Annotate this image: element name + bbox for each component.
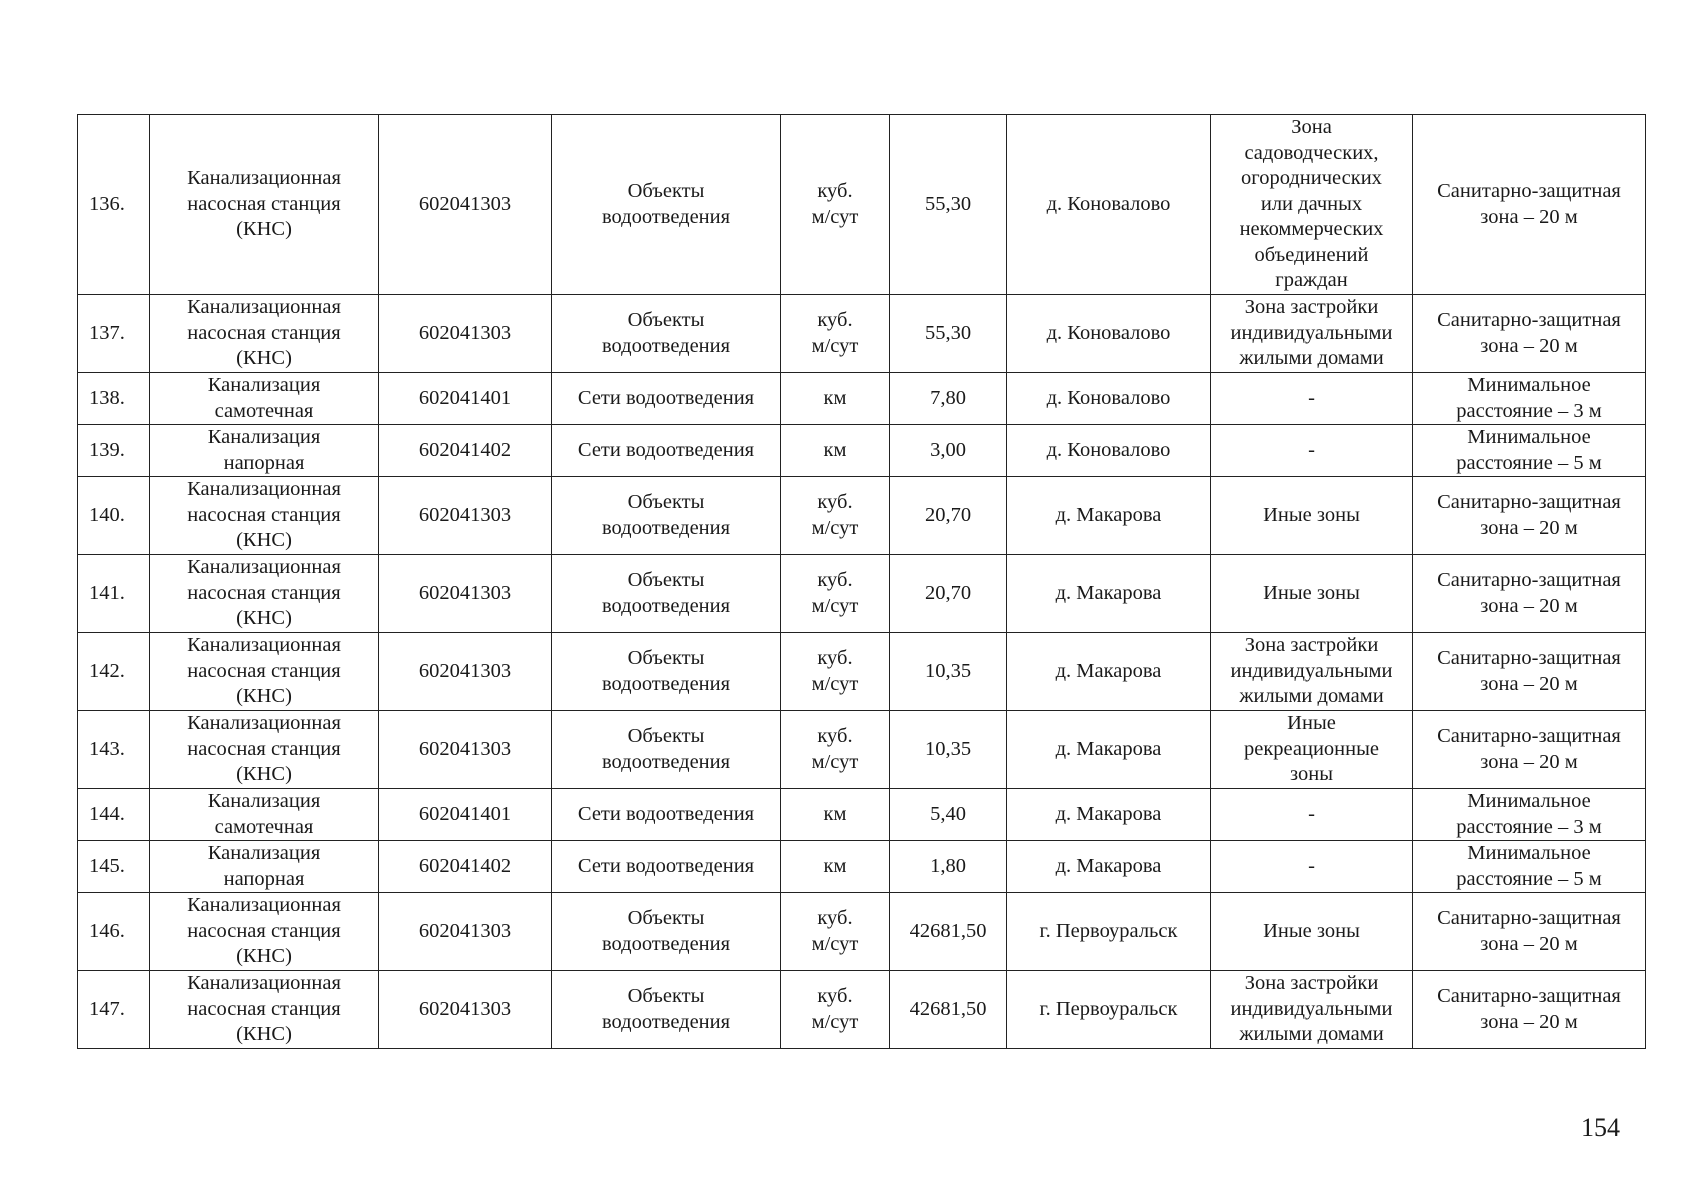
cell-object-name: Канализация самотечная bbox=[150, 373, 379, 425]
cell-row-number: 136. bbox=[78, 115, 150, 295]
cell-object-name: Канализация самотечная bbox=[150, 789, 379, 841]
cell-unit: км bbox=[781, 425, 890, 477]
cell-object-name: Канализация напорная bbox=[150, 425, 379, 477]
cell-location: д. Макарова bbox=[1007, 789, 1211, 841]
cell-object-name: Канализационная насосная станция (КНС) bbox=[150, 477, 379, 555]
cell-object-type: Объекты водоотведения bbox=[552, 893, 781, 971]
cell-zone: Иные зоны bbox=[1211, 893, 1413, 971]
cell-zone: Иные зоны bbox=[1211, 477, 1413, 555]
table-row bbox=[78, 373, 1646, 425]
cell-restriction: Санитарно-защитная зона – 20 м bbox=[1413, 971, 1646, 1049]
table-row bbox=[78, 711, 1646, 789]
cell-zone: Зона застройки индивидуальными жилыми домами bbox=[1211, 633, 1413, 711]
cell-row-number: 141. bbox=[78, 555, 150, 633]
cell-restriction: Санитарно-защитная зона – 20 м bbox=[1413, 633, 1646, 711]
cell-zone: - bbox=[1211, 373, 1413, 425]
cell-restriction: Минимальное расстояние – 3 м bbox=[1413, 789, 1646, 841]
table-row bbox=[78, 425, 1646, 477]
cell-value: 42681,50 bbox=[890, 893, 1007, 971]
cell-location: д. Макарова bbox=[1007, 555, 1211, 633]
cell-restriction: Санитарно-защитная зона – 20 м bbox=[1413, 711, 1646, 789]
cell-zone: Иные рекреационные зоны bbox=[1211, 711, 1413, 789]
cell-value: 55,30 bbox=[890, 115, 1007, 295]
cell-object-code: 602041303 bbox=[379, 555, 552, 633]
cell-value: 7,80 bbox=[890, 373, 1007, 425]
cell-unit: км bbox=[781, 841, 890, 893]
table-row bbox=[78, 971, 1646, 1049]
table-row bbox=[78, 477, 1646, 555]
cell-row-number: 143. bbox=[78, 711, 150, 789]
cell-object-code: 602041401 bbox=[379, 373, 552, 425]
cell-restriction: Санитарно-защитная зона – 20 м bbox=[1413, 893, 1646, 971]
cell-unit: км bbox=[781, 789, 890, 841]
cell-zone: - bbox=[1211, 425, 1413, 477]
cell-location: д. Коновалово bbox=[1007, 115, 1211, 295]
cell-location: д. Коновалово bbox=[1007, 295, 1211, 373]
cell-location: г. Первоуральск bbox=[1007, 971, 1211, 1049]
cell-row-number: 138. bbox=[78, 373, 150, 425]
cell-value: 20,70 bbox=[890, 477, 1007, 555]
cell-row-number: 140. bbox=[78, 477, 150, 555]
cell-unit: куб. м/сут bbox=[781, 633, 890, 711]
cell-location: д. Коновалово bbox=[1007, 373, 1211, 425]
cell-value: 10,35 bbox=[890, 633, 1007, 711]
table-row bbox=[78, 789, 1646, 841]
cell-unit: куб. м/сут bbox=[781, 893, 890, 971]
cell-object-name: Канализация напорная bbox=[150, 841, 379, 893]
cell-row-number: 137. bbox=[78, 295, 150, 373]
objects-table bbox=[77, 114, 1646, 1049]
cell-object-type: Сети водоотведения bbox=[552, 841, 781, 893]
cell-value: 20,70 bbox=[890, 555, 1007, 633]
cell-object-name: Канализационная насосная станция (КНС) bbox=[150, 711, 379, 789]
cell-object-name: Канализационная насосная станция (КНС) bbox=[150, 971, 379, 1049]
cell-object-name: Канализационная насосная станция (КНС) bbox=[150, 633, 379, 711]
cell-row-number: 144. bbox=[78, 789, 150, 841]
table-row bbox=[78, 555, 1646, 633]
cell-restriction: Санитарно-защитная зона – 20 м bbox=[1413, 555, 1646, 633]
cell-object-type: Сети водоотведения bbox=[552, 425, 781, 477]
table-row bbox=[78, 841, 1646, 893]
cell-location: д. Макарова bbox=[1007, 711, 1211, 789]
cell-object-code: 602041402 bbox=[379, 841, 552, 893]
cell-object-code: 602041303 bbox=[379, 971, 552, 1049]
cell-object-type: Объекты водоотведения bbox=[552, 633, 781, 711]
cell-restriction: Минимальное расстояние – 5 м bbox=[1413, 425, 1646, 477]
cell-object-code: 602041303 bbox=[379, 711, 552, 789]
cell-unit: куб. м/сут bbox=[781, 115, 890, 295]
cell-object-type: Объекты водоотведения bbox=[552, 711, 781, 789]
cell-restriction: Санитарно-защитная зона – 20 м bbox=[1413, 477, 1646, 555]
cell-value: 10,35 bbox=[890, 711, 1007, 789]
cell-object-name: Канализационная насосная станция (КНС) bbox=[150, 555, 379, 633]
cell-object-type: Сети водоотведения bbox=[552, 373, 781, 425]
cell-restriction: Минимальное расстояние – 5 м bbox=[1413, 841, 1646, 893]
page-number: 154 bbox=[1581, 1113, 1620, 1142]
cell-zone: - bbox=[1211, 841, 1413, 893]
cell-restriction: Санитарно-защитная зона – 20 м bbox=[1413, 115, 1646, 295]
cell-object-name: Канализационная насосная станция (КНС) bbox=[150, 893, 379, 971]
table-row bbox=[78, 893, 1646, 971]
cell-object-type: Сети водоотведения bbox=[552, 789, 781, 841]
cell-restriction: Минимальное расстояние – 3 м bbox=[1413, 373, 1646, 425]
cell-object-code: 602041303 bbox=[379, 115, 552, 295]
cell-location: г. Первоуральск bbox=[1007, 893, 1211, 971]
cell-value: 1,80 bbox=[890, 841, 1007, 893]
cell-zone: - bbox=[1211, 789, 1413, 841]
cell-zone: Иные зоны bbox=[1211, 555, 1413, 633]
cell-zone: Зона садоводческих, огороднических или дачных некоммерческих объединений граждан bbox=[1211, 115, 1413, 295]
cell-value: 55,30 bbox=[890, 295, 1007, 373]
table-body bbox=[78, 115, 1646, 1049]
cell-row-number: 142. bbox=[78, 633, 150, 711]
cell-unit: куб. м/сут bbox=[781, 555, 890, 633]
cell-object-type: Объекты водоотведения bbox=[552, 115, 781, 295]
cell-object-code: 602041303 bbox=[379, 477, 552, 555]
cell-row-number: 146. bbox=[78, 893, 150, 971]
cell-value: 5,40 bbox=[890, 789, 1007, 841]
cell-location: д. Коновалово bbox=[1007, 425, 1211, 477]
cell-unit: куб. м/сут bbox=[781, 295, 890, 373]
cell-unit: куб. м/сут bbox=[781, 477, 890, 555]
cell-restriction: Санитарно-защитная зона – 20 м bbox=[1413, 295, 1646, 373]
cell-unit: куб. м/сут bbox=[781, 971, 890, 1049]
cell-zone: Зона застройки индивидуальными жилыми домами bbox=[1211, 971, 1413, 1049]
cell-object-type: Объекты водоотведения bbox=[552, 555, 781, 633]
cell-value: 42681,50 bbox=[890, 971, 1007, 1049]
table-row bbox=[78, 633, 1646, 711]
cell-location: д. Макарова bbox=[1007, 477, 1211, 555]
cell-object-code: 602041303 bbox=[379, 295, 552, 373]
cell-unit: куб. м/сут bbox=[781, 711, 890, 789]
table-row bbox=[78, 115, 1646, 295]
cell-value: 3,00 bbox=[890, 425, 1007, 477]
cell-object-name: Канализационная насосная станция (КНС) bbox=[150, 115, 379, 295]
cell-row-number: 147. bbox=[78, 971, 150, 1049]
cell-row-number: 145. bbox=[78, 841, 150, 893]
cell-zone: Зона застройки индивидуальными жилыми домами bbox=[1211, 295, 1413, 373]
cell-object-code: 602041303 bbox=[379, 893, 552, 971]
cell-object-code: 602041401 bbox=[379, 789, 552, 841]
cell-object-code: 602041303 bbox=[379, 633, 552, 711]
cell-object-type: Объекты водоотведения bbox=[552, 295, 781, 373]
cell-object-type: Объекты водоотведения bbox=[552, 971, 781, 1049]
cell-object-type: Объекты водоотведения bbox=[552, 477, 781, 555]
cell-location: д. Макарова bbox=[1007, 841, 1211, 893]
cell-object-code: 602041402 bbox=[379, 425, 552, 477]
table-row bbox=[78, 295, 1646, 373]
cell-unit: км bbox=[781, 373, 890, 425]
cell-location: д. Макарова bbox=[1007, 633, 1211, 711]
cell-row-number: 139. bbox=[78, 425, 150, 477]
cell-object-name: Канализационная насосная станция (КНС) bbox=[150, 295, 379, 373]
